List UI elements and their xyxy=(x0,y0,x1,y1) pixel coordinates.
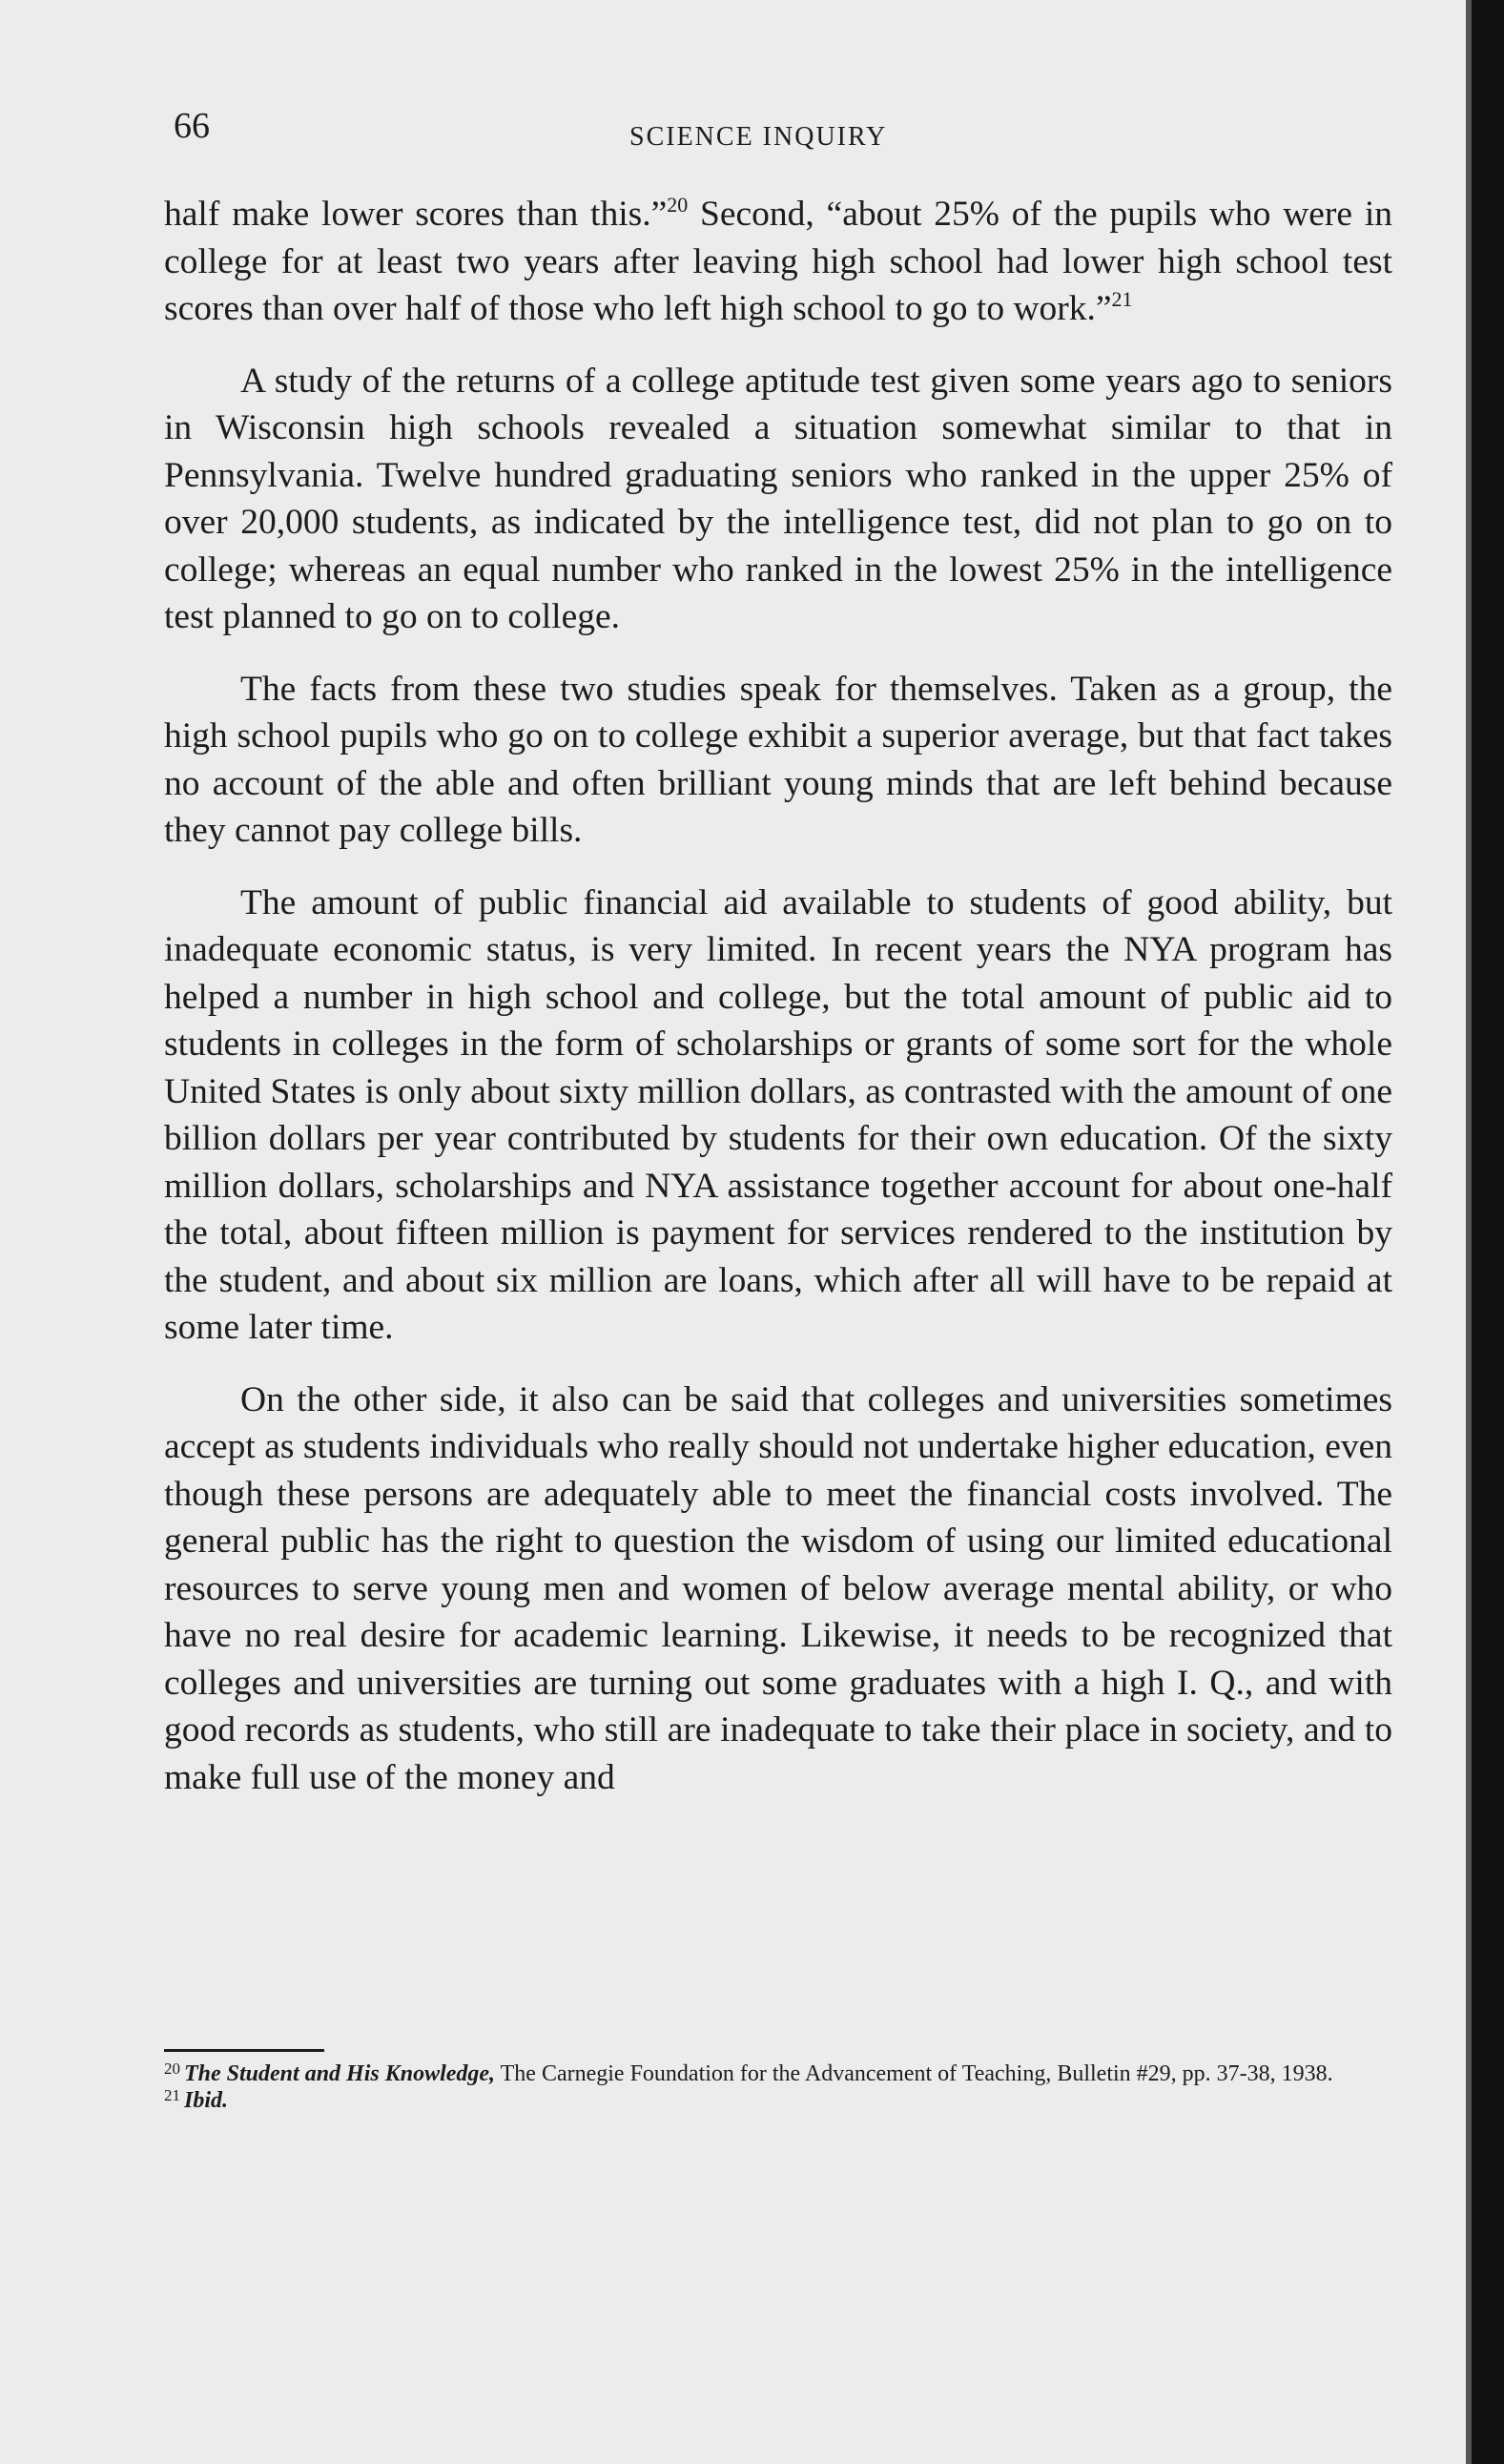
footnote-20 xyxy=(164,2060,1392,2087)
running-head: SCIENCE INQUIRY xyxy=(629,122,888,152)
body-text xyxy=(164,191,1392,1826)
footnote-21-number: 21 xyxy=(164,2086,180,2104)
page-edge-binding xyxy=(1472,0,1504,2464)
paragraph-4: The amount of public financial aid available to students of good ability, but inadequate economic status, is very limited. In recent years the NYA program has helped a number in high school and college, but the total amount of public aid to students in colleges in the form of scholarships or grants of some sort for the whole United States is only about sixty million dollars, as contrasted with the amount of one billion dollars per year contributed by students for their own education. Of the sixty million dollars, scholarships and NYA assistance together account for about one-half the total, about fifteen million is payment for services rendered to the institution by the student, and about six million are loans, which after all will have to be repaid at some later time. xyxy=(164,882,1392,1347)
footnote-20-text: The Carnegie Foundation for the Advancement of Teaching, Bulletin #29, pp. 37-38, 1938. xyxy=(495,2061,1333,2086)
footnote-21-title: Ibid. xyxy=(184,2088,229,2113)
footnote-divider xyxy=(164,2049,324,2052)
footnote-ref-20: 20 xyxy=(667,193,689,217)
footnote-21 xyxy=(164,2087,1392,2114)
paragraph-3: The facts from these two studies speak for themselves. Taken as a group, the high school pupils who go on to college exhibit a superior average, but that fact takes no account of the able and often brilliant young minds that are left behind because they cannot pay college bills. xyxy=(164,669,1392,850)
paragraph-5: On the other side, it also can be said that colleges and universities sometimes accept as students individuals who really should not undertake higher education, even though these persons are adequately able to meet the financial costs involved. The general public has the right to question the wisdom of using our limited educational resources to serve young men and women of below average mental ability, or who have no real desire for academic learning. Likewise, it needs to be recognized that colleges and universities are turning out some graduates with a high I. Q., and with good records as students, who still are inadequate to take their place in society, and to make full use of the money and xyxy=(164,1379,1392,1797)
paragraph-2: A study of the returns of a college aptitude test given some years ago to seniors in Wisconsin high schools revealed a situation somewhat similar to that in Pennsylvania. Twelve hundred graduating seniors who ranked in the upper 25% of over 20,000 students, as indicated by the intelligence test, did not plan to go on to college; whereas an equal number who ranked in the lowest 25% in the intelligence test planned to go on to college. xyxy=(164,361,1392,636)
paragraph-1 xyxy=(164,191,1392,333)
footnotes xyxy=(164,2060,1392,2114)
footnote-20-number: 20 xyxy=(164,2060,180,2078)
paragraph-1-end: Second, “about 25% of the pupils who were in college for at least two years after leaving high school had lower high school test scores than over half of those who left high school to go to work.” xyxy=(164,195,1392,328)
footnote-20-title: The Student and His Knowledge, xyxy=(184,2061,496,2086)
page-number: 66 xyxy=(174,106,210,146)
footnote-ref-21: 21 xyxy=(1111,287,1133,311)
paragraph-1-start: half make lower scores than this.” xyxy=(164,195,668,234)
